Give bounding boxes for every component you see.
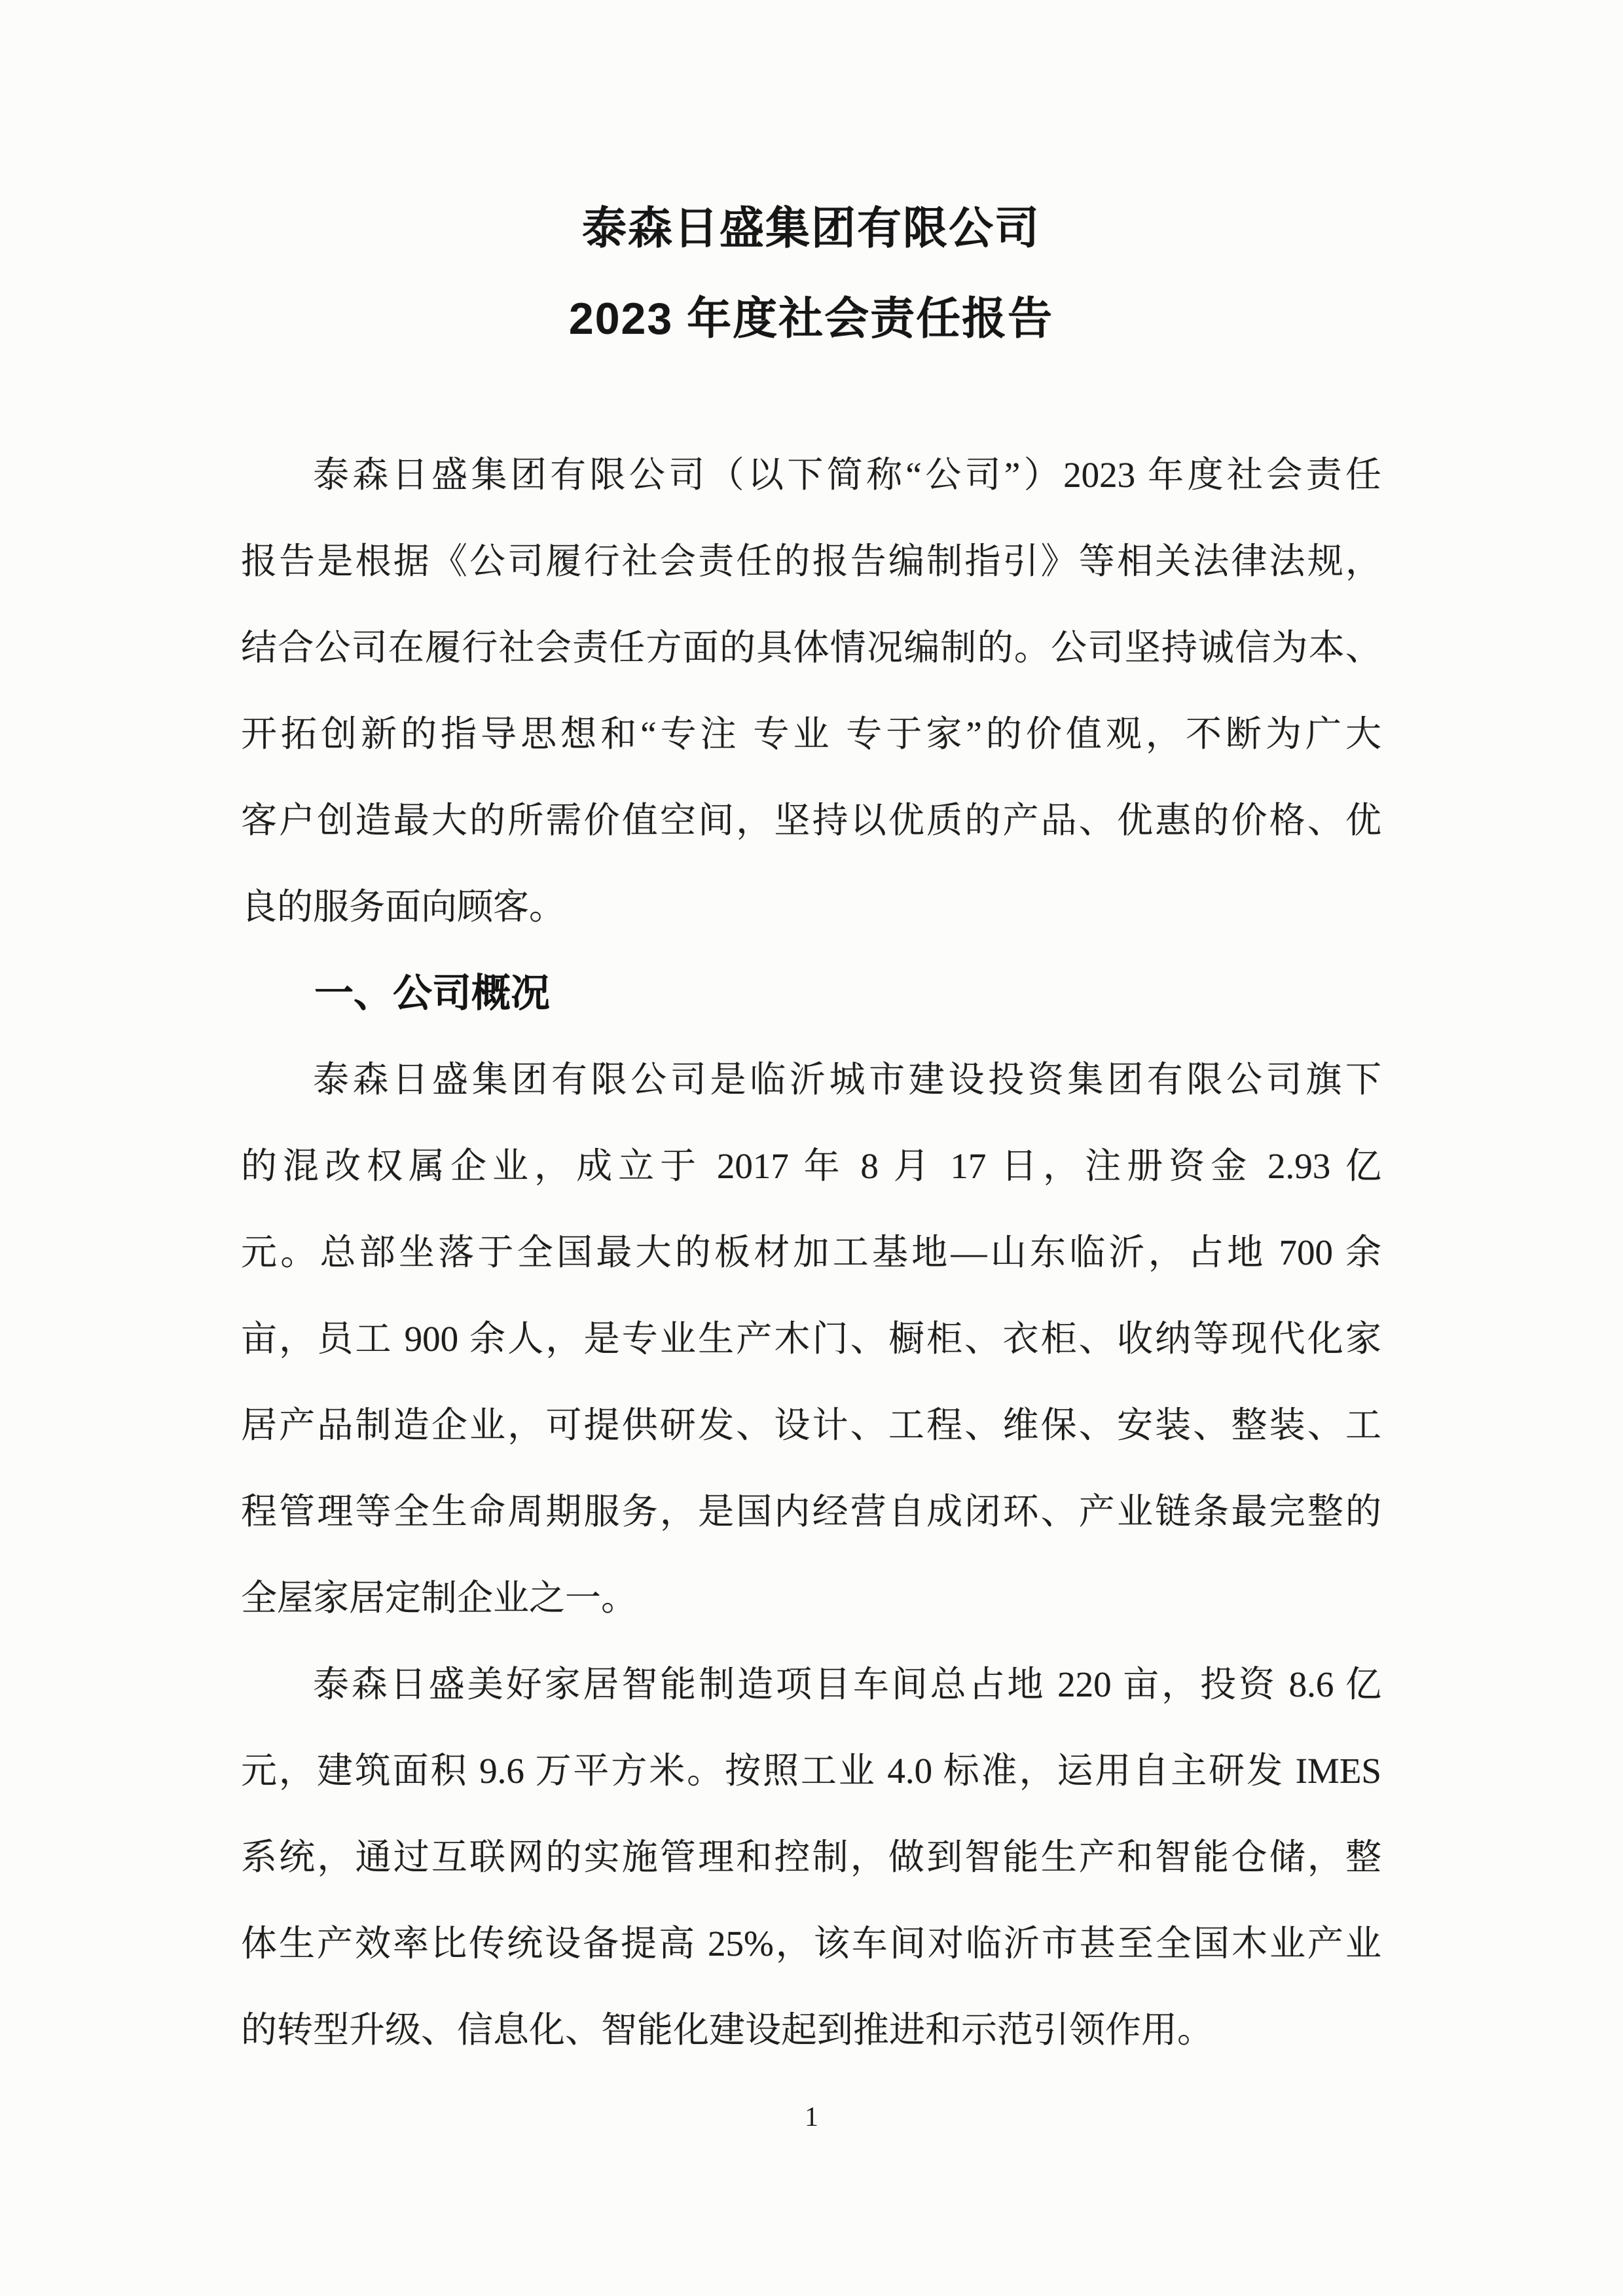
paragraph-line: 元。总部坐落于全国最大的板材加工基地—山东临沂，占地 700 余 (241, 1232, 1381, 1272)
document-title: 泰森日盛集团有限公司 (581, 204, 1040, 253)
paragraph-line: 程管理等全生命周期服务，是国内经营自成闭环、产业链条最完整的 (241, 1492, 1381, 1532)
document-subtitle: 2023 年度社会责任报告 (568, 294, 1054, 344)
paragraph-line: 体生产效率比传统设备提高 25%，该车间对临沂市甚至全国木业产业 (241, 1924, 1381, 1964)
paragraph-line: 良的服务面向顾客。 (241, 887, 566, 927)
document-title-block (241, 183, 1381, 364)
paragraph-line: 泰森日盛集团有限公司是临沂城市建设投资集团有限公司旗下 (313, 1060, 1381, 1100)
page-number: 1 (805, 2102, 818, 2132)
section-heading-company-overview: 一、公司概况 (314, 971, 550, 1015)
paragraph-line: 结合公司在履行社会责任方面的具体情况编制的。公司坚持诚信为本、 (241, 628, 1381, 668)
smart-manufacturing-paragraph (241, 1641, 1381, 2073)
paragraph-line: 系统，通过互联网的实施管理和控制，做到智能生产和智能仓储，整 (241, 1837, 1381, 1877)
paragraph-line: 全屋家居定制企业之一。 (241, 1578, 638, 1618)
paragraph-line: 居产品制造企业，可提供研发、设计、工程、维保、安装、整装、工 (241, 1405, 1381, 1445)
company-overview-paragraph (241, 1037, 1381, 1641)
paragraph-line: 的混改权属企业，成立于 2017 年 8 月 17 日，注册资金 2.93 亿 (241, 1146, 1381, 1186)
paragraph-line: 报告是根据《公司履行社会责任的报告编制指引》等相关法律法规， (241, 541, 1381, 581)
intro-paragraph (241, 432, 1381, 950)
paragraph-line: 的转型升级、信息化、智能化建设起到推进和示范引领作用。 (241, 2010, 1214, 2050)
paragraph-line: 开拓创新的指导思想和“专注 专业 专于家”的价值观，不断为广大 (241, 714, 1381, 754)
document-content (241, 183, 1381, 2073)
paragraph-line: 泰森日盛集团有限公司（以下简称“公司”）2023 年度社会责任 (313, 455, 1381, 495)
paragraph-line: 元，建筑面积 9.6 万平方米。按照工业 4.0 标准，运用自主研发 IMES (241, 1751, 1381, 1791)
paragraph-line: 客户创造最大的所需价值空间，坚持以优质的产品、优惠的价格、优 (241, 800, 1381, 840)
paragraph-line: 泰森日盛美好家居智能制造项目车间总占地 220 亩，投资 8.6 亿 (313, 1664, 1381, 1704)
paragraph-line: 亩，员工 900 余人，是专业生产木门、橱柜、衣柜、收纳等现代化家 (241, 1319, 1381, 1359)
